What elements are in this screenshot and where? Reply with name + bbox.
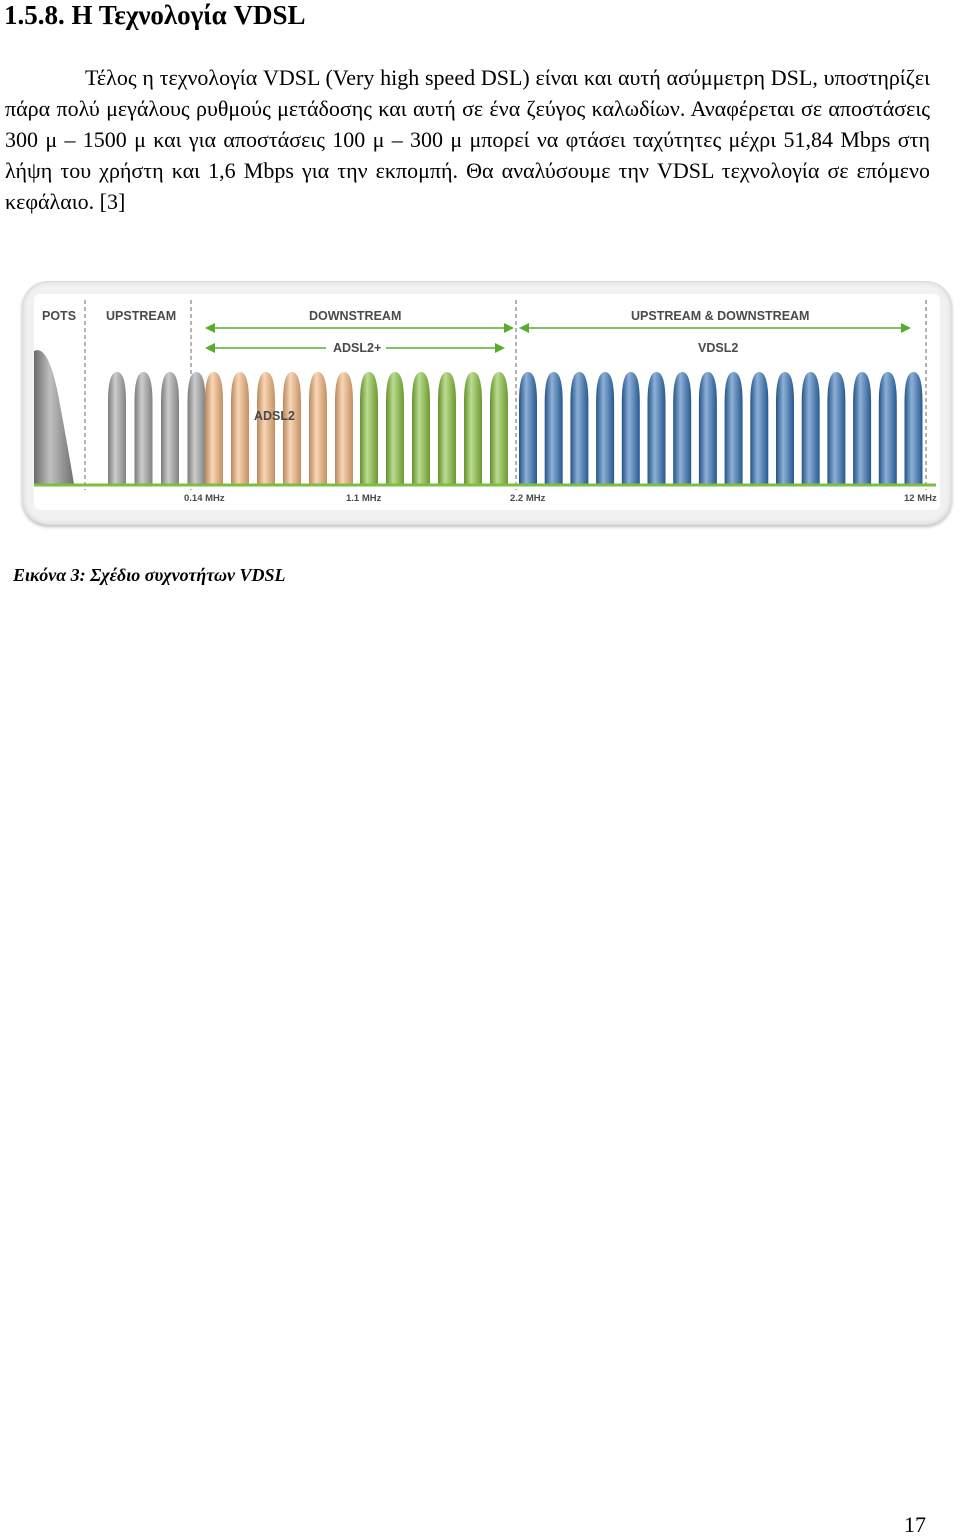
vdsl-frequency-figure [22,281,952,525]
carrier-adsl2plus-2 [386,372,404,484]
label-adsl2plus: ADSL2+ [333,341,382,355]
carrier-adsl2-3 [257,372,275,484]
carrier-vdsl2-8 [699,372,717,484]
carrier-vdsl2-13 [827,372,845,484]
body-paragraph: Τέλος η τεχνολογία VDSL (Very high speed DSL) είναι και αυτή ασύμμετρη DSL, υποστηρίζει πάρα πολύ μεγάλους ρυθμούς μετάδοσης και αυτή σε ένα ζεύγος καλωδίων. Αναφέρεται σε αποστάσεις 300 μ – 1500 μ και για αποστάσεις 100 μ – 300 μ μπορεί να φτάσει ταχύτητες μέχρι 51,84 Mbps στη λήψη του χρήστη και 1,6 Mbps για την εκπομπή. Θα αναλύσουμε την VDSL τεχνολογία σε επόμενο κεφάλαιο. [3] [5,65,930,214]
vdsl-arrow [519,323,911,333]
tick-label-2: 1.1 MHz [346,493,382,504]
carrier-adsl2plus-4 [438,372,456,484]
tick-label-4: 12 MHz [904,493,937,504]
frequency-ticks [184,493,937,504]
carrier-adsl2-6 [335,372,353,484]
label-upstream-downstream: UPSTREAM & DOWNSTREAM [631,309,810,323]
tick-label-1: 0.14 MHz [184,493,225,504]
carrier-upstream-1 [108,372,126,484]
carrier-vdsl2-14 [853,372,871,484]
section-heading: 1.5.8. Η Τεχνολογία VDSL [4,0,306,30]
carrier-adsl2-2 [231,372,249,484]
carrier-upstream-4 [188,372,206,484]
carrier-vdsl2-6 [648,372,666,484]
figure-canvas [34,294,940,510]
carrier-adsl2-1 [205,372,223,484]
carrier-vdsl2-3 [570,372,588,484]
label-downstream: DOWNSTREAM [309,309,402,323]
label-vdsl2: VDSL2 [698,341,739,355]
label-pots: POTS [42,309,77,323]
carrier-adsl2plus-5 [464,372,482,484]
carrier-vdsl2-16 [905,372,923,484]
carrier-vdsl2-5 [622,372,640,484]
carrier-vdsl2-4 [596,372,614,484]
carrier-adsl2plus-3 [412,372,430,484]
carrier-adsl2-5 [309,372,327,484]
pots-curve [34,350,74,484]
carrier-vdsl2-15 [879,372,897,484]
carrier-upstream-3 [161,372,179,484]
label-adsl2: ADSL2 [254,409,295,423]
frequency-plan-diagram [34,294,940,510]
carrier-vdsl2-1 [519,372,537,484]
carrier-vdsl2-11 [776,372,794,484]
carrier-upstream-2 [135,372,153,484]
tick-label-3: 2.2 MHz [510,493,546,504]
carrier-vdsl2-9 [725,372,743,484]
carrier-adsl2plus-6 [490,372,508,484]
carrier-adsl2-4 [283,372,301,484]
label-upstream: UPSTREAM [106,309,177,323]
carrier-adsl2plus-1 [360,372,378,484]
carrier-vdsl2-2 [545,372,563,484]
downstream-arrow [205,323,514,333]
figure-caption: Εικόνα 3: Σχέδιο συχνοτήτων VDSL [13,565,286,585]
carrier-vdsl2-12 [802,372,820,484]
page-number: 17 [904,1512,926,1537]
carrier-vdsl2-7 [673,372,691,484]
carrier-vdsl2-10 [750,372,768,484]
